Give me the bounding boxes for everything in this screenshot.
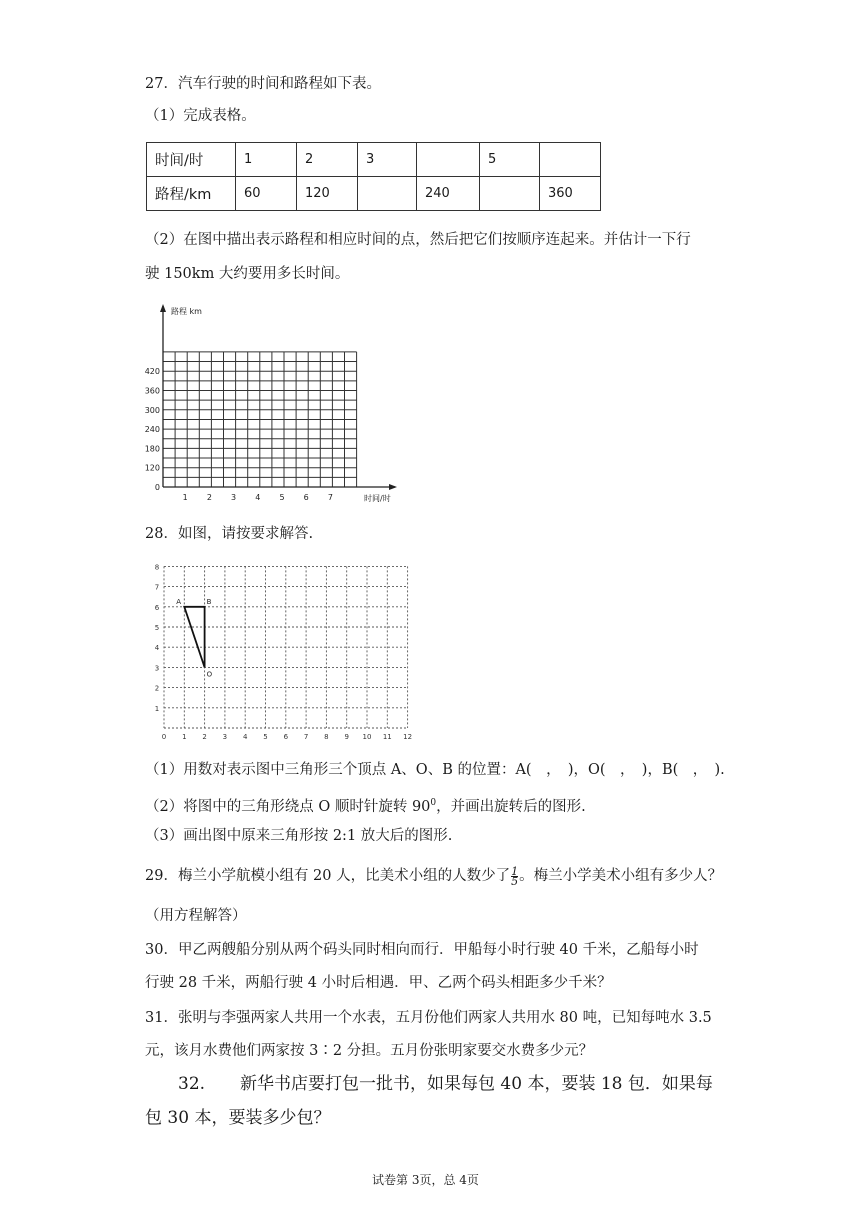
table-cell: 60 — [236, 177, 297, 211]
table-cell — [540, 143, 601, 177]
y-tick-label: 4 — [154, 644, 160, 653]
q27-part2-line2: 驶 150km 大约要用多长时间。 — [145, 266, 350, 282]
y-tick-label: 1 — [154, 704, 160, 713]
y-tick-label: 2 — [154, 684, 160, 693]
x-tick-label: 6 — [303, 493, 309, 502]
y-tick-label: 6 — [154, 603, 160, 612]
x-tick-label: 12 — [403, 733, 413, 741]
x-tick-label: 6 — [283, 733, 289, 741]
table-row-head: 路程/km — [147, 177, 236, 211]
vertex-label-o: O — [206, 670, 213, 679]
x-tick-label: 8 — [324, 733, 329, 741]
x-tick-label: 5 — [279, 493, 285, 502]
y-axis-arrow — [160, 304, 166, 312]
vertex-label-a: A — [176, 597, 182, 606]
q27-title: 27．汽车行驶的时间和路程如下表。 — [145, 76, 381, 92]
table-row-head: 时间/时 — [147, 143, 236, 177]
x-tick-label: 2 — [202, 733, 207, 741]
table-cell: 120 — [297, 177, 358, 211]
x-tick-label: 9 — [344, 733, 349, 741]
q29-line1: 29．梅兰小学航模小组有 20 人，比美术小组的人数少了 $\frac{1}{5}$ 。梅兰小学美术小组有多少人？ — [145, 864, 723, 888]
q28-title: 28．如图，请按要求解答. — [145, 526, 314, 542]
table-cell: 240 — [417, 177, 480, 211]
y-tick-label: 3 — [154, 664, 160, 673]
q32-number: 32. — [178, 1074, 206, 1094]
x-tick-label: 1 — [182, 493, 188, 502]
table-cell — [480, 177, 540, 211]
x-tick-label: 11 — [382, 733, 392, 741]
table-cell: 5 — [480, 143, 540, 177]
q30-line2: 行驶 28 千米，两船行驶 4 小时后相遇．甲、乙两个码头相距多少千米？ — [145, 975, 612, 991]
q30-line1: 30．甲乙两艘船分别从两个码头同时相向而行．甲船每小时行驶 40 千米，乙船每小时 — [145, 942, 699, 958]
table-cell — [358, 177, 417, 211]
x-tick-label: 0 — [161, 733, 167, 741]
x-tick-label: 7 — [303, 733, 309, 741]
q27-part1: （1）完成表格。 — [145, 108, 256, 124]
y-tick-label: 7 — [154, 583, 160, 592]
y-tick-label: 300 — [144, 405, 160, 415]
vertex-label-b: B — [206, 597, 212, 606]
fraction-one-fifth: $\frac{1}{5}$ — [511, 864, 519, 888]
y-tick-label: 240 — [144, 425, 160, 435]
x-tick-label: 1 — [182, 733, 187, 741]
table-row-time — [147, 143, 601, 177]
x-axis-label: 时间/时 — [364, 494, 391, 503]
q28-part2: （2）将图中的三角形绕点 O 顺时针旋转 $90^0$，并画出旋转后的图形. — [145, 798, 586, 815]
table-cell: 3 — [358, 143, 417, 177]
triangle-aob — [184, 607, 204, 668]
x-tick-label: 2 — [206, 493, 212, 502]
table-cell: 360 — [540, 177, 601, 211]
q32-line1: 新华书店要打包一批书，如果每包 40 本，要装 18 包．如果每 — [240, 1074, 713, 1094]
x-tick-label: 4 — [255, 493, 261, 502]
y-tick-label: 120 — [144, 463, 160, 473]
table-row-distance — [147, 177, 601, 211]
q27-part2-line1: （2）在图中描出表示路程和相应时间的点，然后把它们按顺序连起来。并估计一下行 — [145, 232, 691, 248]
x-tick-label: 3 — [231, 493, 237, 502]
q31-line2: 元，该月水费他们两家按 3∶2 分担。五月份张明家要交水费多少元？ — [145, 1043, 594, 1059]
x-tick-label: 4 — [242, 733, 248, 741]
q31-line1: 31．张明与李强两家人共用一个水表，五月份他们两家人共用水 80 吨，已知每吨水 3.5 — [145, 1010, 712, 1026]
table-cell: 1 — [236, 143, 297, 177]
y-tick-label: 0 — [154, 483, 160, 492]
time-distance-graph — [140, 300, 410, 510]
q32-line2: 包 30 本，要装多少包？ — [145, 1108, 331, 1128]
y-tick-label: 180 — [144, 444, 160, 454]
y-tick-label: 5 — [154, 624, 160, 632]
y-tick-label: 360 — [144, 386, 160, 396]
x-tick-label: 5 — [263, 733, 268, 741]
y-tick-label: 420 — [144, 367, 160, 377]
y-tick-label: 8 — [154, 563, 160, 572]
q28-part1: （1）用数对表示图中三角形三个顶点 A、O、B 的位置：A( ， )，O( ， )，B( ， ). — [145, 762, 725, 778]
triangle-grid — [150, 555, 420, 747]
q28-part3: （3）画出图中原来三角形按 2:1 放大后的图形. — [145, 828, 453, 844]
y-axis-label: 路程 km — [171, 307, 202, 316]
x-tick-label: 3 — [222, 733, 228, 741]
page-footer: 试卷第 3页，总 4页 — [372, 1173, 479, 1187]
time-distance-table — [146, 142, 601, 211]
x-tick-label: 10 — [362, 733, 372, 741]
q29-line2: （用方程解答） — [145, 908, 247, 924]
table-cell — [417, 143, 480, 177]
x-tick-label: 7 — [327, 493, 333, 502]
x-axis-arrow — [389, 484, 397, 490]
table-cell: 2 — [297, 143, 358, 177]
